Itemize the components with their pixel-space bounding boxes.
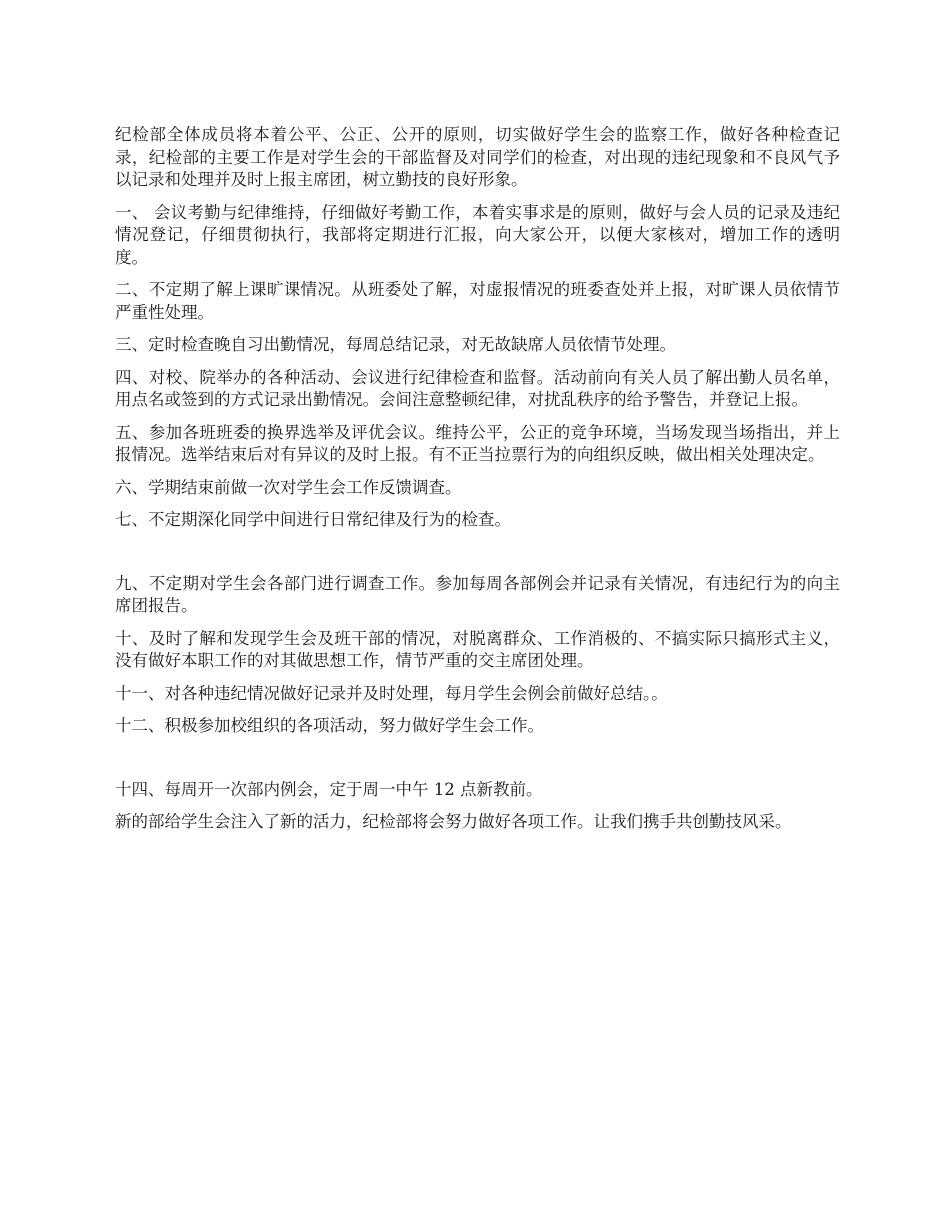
item-3-paragraph: 三、定时检查晚自习出勤情况，每周总结记录，对无故缺席人员依情节处理。: [115, 335, 676, 354]
item-11-paragraph: 十一、对各种违纪情况做好记录并及时处理，每月学生会例会前做好总结。。: [115, 683, 668, 703]
item-5-paragraph: 五、参加各班班委的换界选举及评优会议。维持公平，公正的竞争环境，当场发现当场指出，并上报情况。选举结束后对有异议的及时上报。有不正当拉票行为的向组织反映，做出相关处理决定。: [115, 422, 840, 464]
item-14-paragraph: 十四、每周开一次部内例会，定于周一中午 12 点新教前。: [115, 779, 543, 799]
item-7-paragraph: 七、不定期深化同学中间进行日常纪律及行为的检查。: [115, 510, 511, 529]
item-10-paragraph: 十、及时了解和发现学生会及班干部的情况，对脱离群众、工作消极的、不搞实际只搞形式主义，没有做好本职工作的对其做思想工作，情节严重的交主席团处理。: [115, 628, 840, 670]
blank-gap: [115, 542, 840, 573]
item-2-paragraph: 二、不定期了解上课旷课情况。从班委处了解，对虚报情况的班委查处并上报，对旷课人员依情节严重性处理。: [115, 280, 840, 322]
document-page: [115, 124, 840, 844]
item-1-paragraph: 一、 会议考勤与纪律维持，仔细做好考勤工作，本着实事求是的原则，做好与会人员的记录及违纪情况登记，仔细贯彻执行，我部将定期进行汇报，向大家公开，以便大家核对，增加工作的透明度。: [115, 202, 840, 267]
closing-paragraph: 新的部给学生会注入了新的活力，纪检部将会努力做好各项工作。让我们携手共创勤技风采。: [115, 812, 792, 831]
intro-paragraph: 纪检部全体成员将本着公平、公正、公开的原则，切实做好学生会的监察工作，做好各种检查记录，纪检部的主要工作是对学生会的干部监督及对同学们的检查，对出现的违纪现象和不良风气予以记录和处理并及时上报主席团，树立勤技的良好形象。: [115, 125, 840, 189]
item-6-paragraph: 六、学期结束前做一次对学生会工作反馈调查。: [115, 477, 462, 497]
item-9-paragraph: 九、不定期对学生会各部门进行调查工作。参加每周各部例会并记录有关情况，有违纪行为的向主席团报告。: [115, 573, 840, 615]
blank-gap: [115, 748, 840, 779]
item-4-paragraph: 四、对校、院举办的各种活动、会议进行纪律检查和监督。活动前向有关人员了解出勤人员名单，用点名或签到的方式记录出勤情况。会间注意整顿纪律，对扰乱秩序的给予警告，并登记上报。: [115, 367, 840, 409]
item-12-paragraph: 十二、积极参加校组织的各项活动，努力做好学生会工作。: [115, 716, 544, 735]
